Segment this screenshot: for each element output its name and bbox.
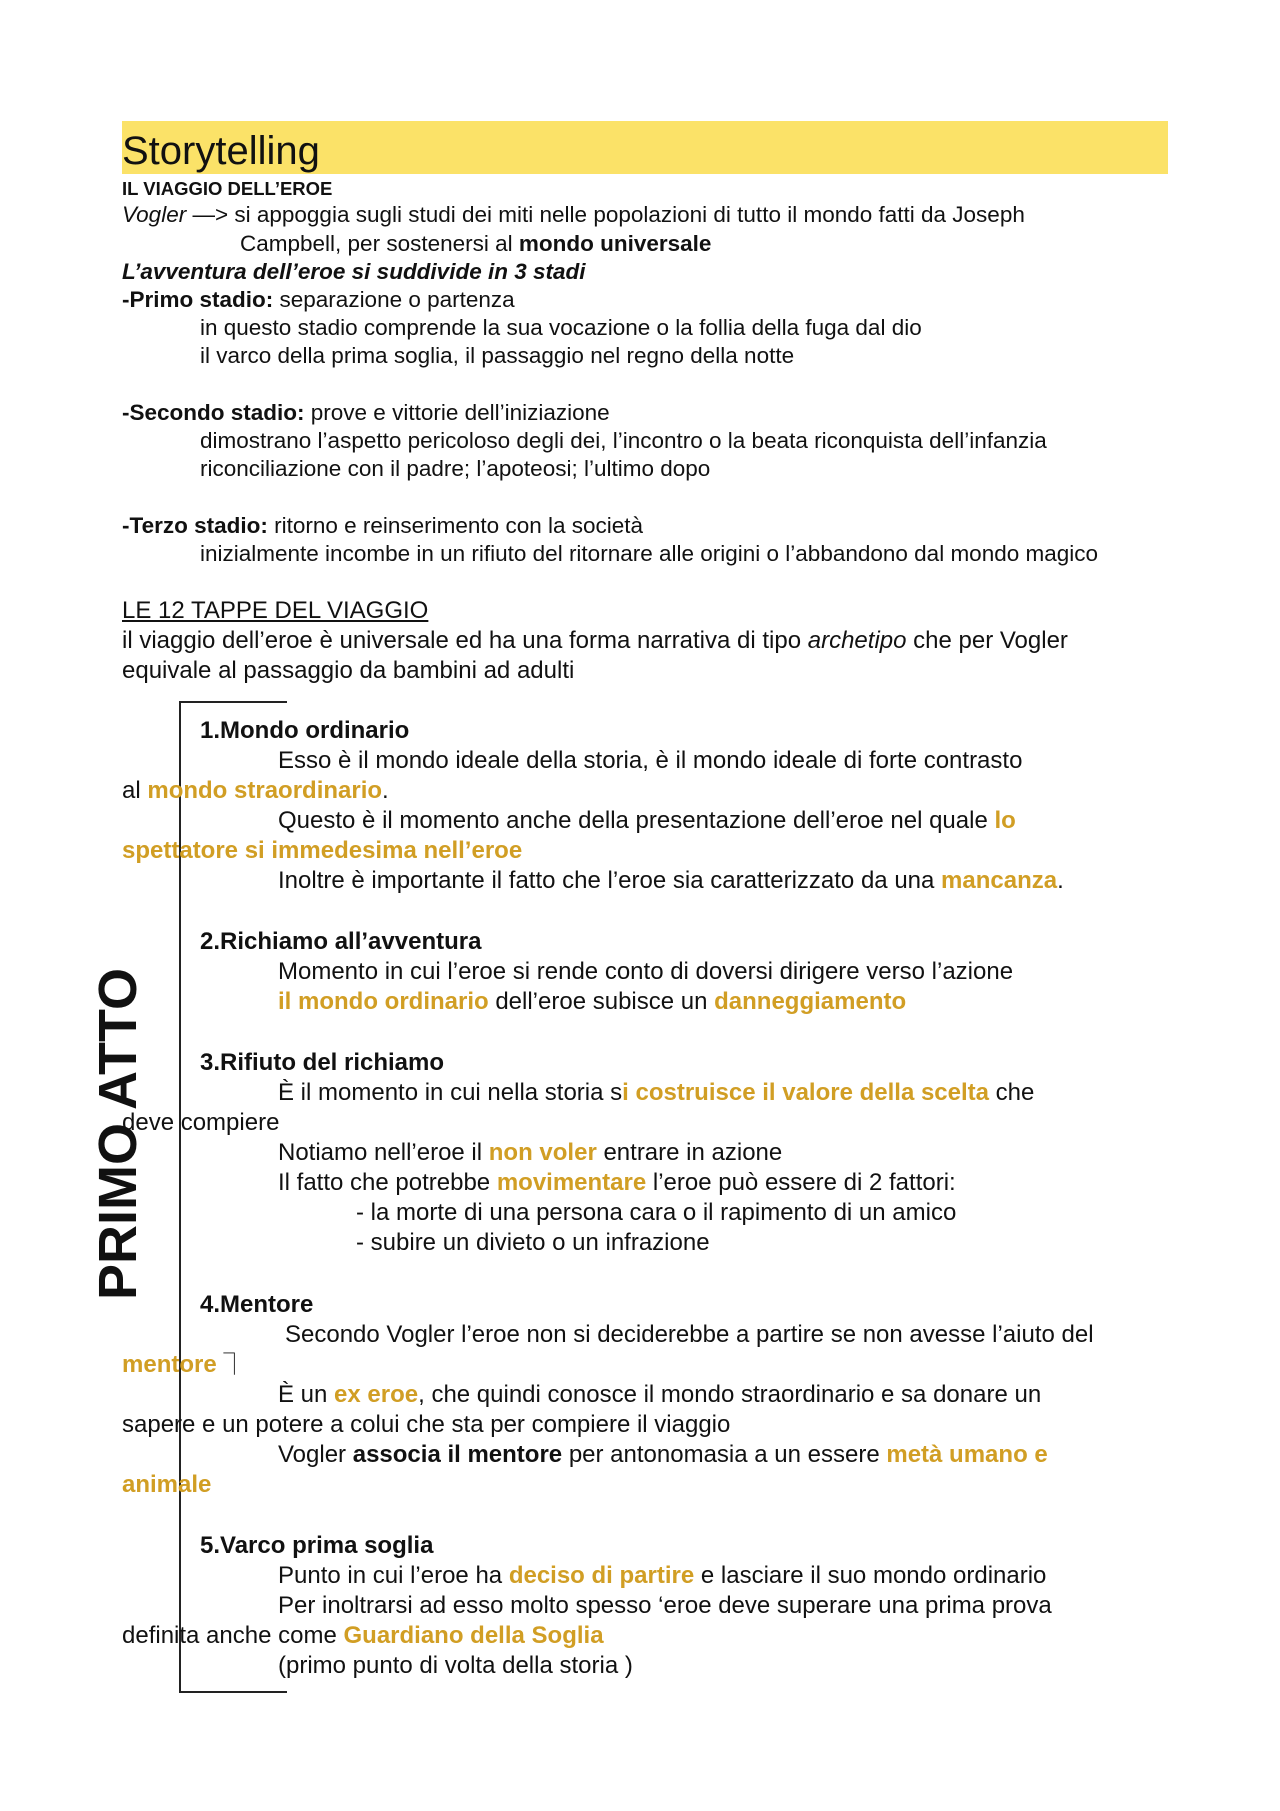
step-2-title: 2.Richiamo all’avventura (200, 928, 482, 955)
step-1-line: Questo è il momento anche della presentazione dell’eroe nel quale lo (278, 807, 1016, 834)
step-4-line: mentore ⏋ (122, 1351, 246, 1378)
tappe-heading: LE 12 TAPPE DEL VIAGGIO (122, 597, 429, 624)
act-bracket-top (179, 701, 287, 703)
stage-1-title: -Primo stadio: separazione o partenza (122, 287, 515, 312)
step-2-line: il mondo ordinario dell’eroe subisce un danneggiamento (278, 988, 907, 1015)
tappe-line-1: il viaggio dell’eroe è universale ed ha una forma narrativa di tipo archetipo che per Vogler (122, 627, 1068, 654)
step-1-line: Esso è il mondo ideale della storia, è il mondo ideale di forte contrasto (278, 747, 1023, 774)
step-3-line: È il momento in cui nella storia si costruisce il valore della scelta che (278, 1079, 1035, 1106)
step-3-line: Notiamo nell’eroe il non voler entrare in azione (278, 1139, 783, 1166)
tappe-line-2: equivale al passaggio da bambini ad adulti (122, 657, 575, 684)
step-1-line: al mondo straordinario. (122, 777, 389, 804)
step-4-title: 4.Mentore (200, 1291, 314, 1318)
stage-3-title: -Terzo stadio: ritorno e reinserimento con la società (122, 513, 644, 538)
stage-3-line: inizialmente incombe in un rifiuto del ritornare alle origini o l’abbandono dal mondo magico (200, 541, 1099, 566)
step-5-line: Punto in cui l’eroe ha deciso di partire e lasciare il suo mondo ordinario (278, 1562, 1047, 1589)
step-3-line: deve compiere (122, 1109, 280, 1136)
step-3-bullet: - subire un divieto o un infrazione (356, 1229, 710, 1256)
step-4-line: animale (122, 1471, 212, 1498)
stage-2-title: -Secondo stadio: prove e vittorie dell’iniziazione (122, 400, 610, 425)
section-heading: IL VIAGGIO DELL’EROE (122, 178, 333, 199)
intro-line-2: Campbell, per sostenersi al mondo universale (240, 231, 712, 256)
step-5-line: Per inoltrarsi ad esso molto spesso ‘eroe deve superare una prima prova (278, 1592, 1052, 1619)
stage-2-line: dimostrano l’aspetto pericoloso degli dei, l’incontro o la beata riconquista dell’infanzia (200, 428, 1047, 453)
step-1-line: spettatore si immedesima nell’eroe (122, 837, 523, 864)
stage-1-line: il varco della prima soglia, il passaggio nel regno della notte (200, 343, 795, 368)
stages-heading: L’avventura dell’eroe si suddivide in 3 stadi (122, 259, 586, 284)
step-1-title: 1.Mondo ordinario (200, 717, 410, 744)
bracket-mark-icon: ⏋ (223, 1352, 246, 1377)
act-label: PRIMO ATTO (88, 968, 148, 1300)
step-2-line: Momento in cui l’eroe si rende conto di doversi dirigere verso l’azione (278, 958, 1014, 985)
step-3-title: 3.Rifiuto del richiamo (200, 1049, 445, 1076)
step-1-line: Inoltre è importante il fatto che l’eroe sia caratterizzato da una mancanza. (278, 867, 1064, 894)
step-3-line: Il fatto che potrebbe movimentare l’eroe può essere di 2 fattori: (278, 1169, 956, 1196)
step-5-line: definita anche come Guardiano della Soglia (122, 1622, 604, 1649)
stage-1-line: in questo stadio comprende la sua vocazione o la follia della fuga dal dio (200, 315, 922, 340)
stage-2-line: riconciliazione con il padre; l’apoteosi; l’ultimo dopo (200, 456, 711, 481)
step-5-title: 5.Varco prima soglia (200, 1532, 434, 1559)
page-title: Storytelling (122, 129, 320, 173)
intro-line-1: Vogler —> si appoggia sugli studi dei miti nelle popolazioni di tutto il mondo fatti da Joseph (122, 202, 1025, 227)
step-4-line: Secondo Vogler l’eroe non si deciderebbe a partire se non avesse l’aiuto del (285, 1321, 1094, 1348)
step-4-line: Vogler associa il mentore per antonomasia a un essere metà umano e (278, 1441, 1048, 1468)
act-bracket-bottom (179, 1691, 287, 1693)
step-5-line: (primo punto di volta della storia ) (278, 1652, 633, 1679)
step-3-bullet: - la morte di una persona cara o il rapimento di un amico (356, 1199, 957, 1226)
step-4-line: sapere e un potere a colui che sta per compiere il viaggio (122, 1411, 731, 1438)
step-4-line: È un ex eroe, che quindi conosce il mondo straordinario e sa donare un (278, 1381, 1042, 1408)
